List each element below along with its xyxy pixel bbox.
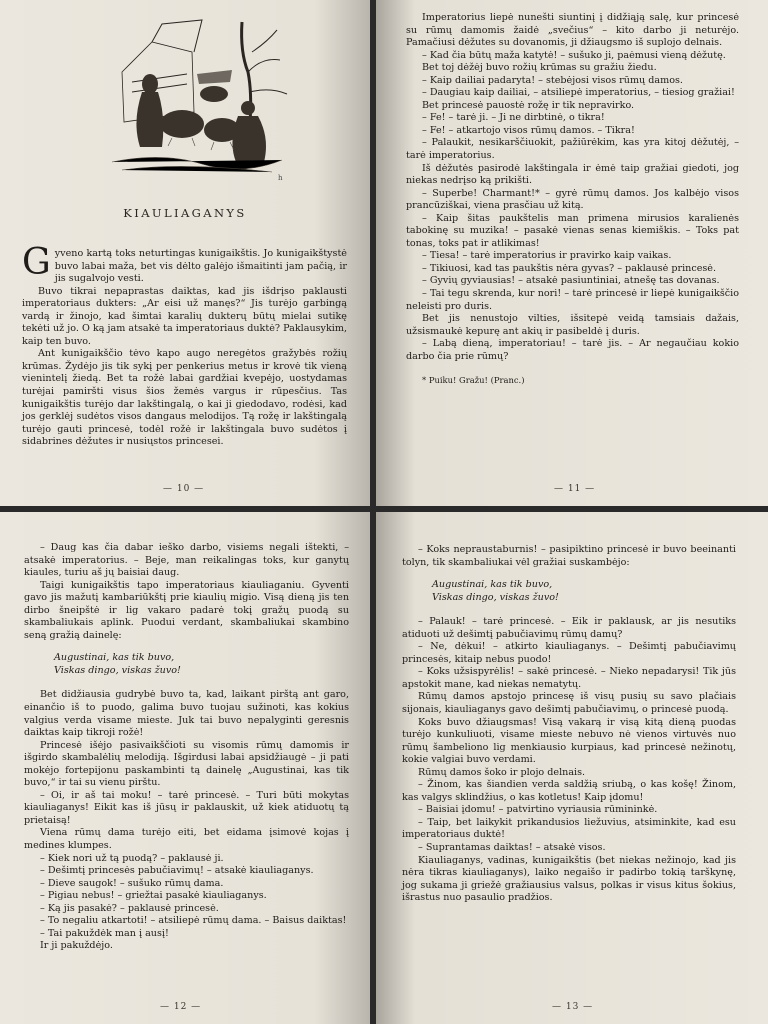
paragraph: Bet didžiausia gudrybė buvo ta, kad, laikant pirštą ant garo, einančio iš to puodo, galima buvo tuojau sužinoti, kas kokius valgius verda visame mieste. Juk tai buvo nepalyginti geresnis daiktas kaip tikroji rožė! (24, 689, 349, 739)
verse-line: Viskas dingo, viskas žuvo! (432, 591, 559, 603)
footnote: * Puiku! Gražu! (Pranc.) (422, 375, 525, 386)
page-number: — 13 — (552, 1002, 594, 1012)
page-11-text (406, 12, 739, 386)
paragraph: – Kad čia būtų maža katytė! – sušuko ji, paėmusi vieną dėžutę. (422, 49, 726, 61)
paragraph: – Kaip šitas paukštelis man primena mirusios karalienės tabokinę su muzika! – pasakė vienas senas kiemiškis. – Toks pat tonas, toks pat ir atlikimas! (406, 212, 739, 249)
paragraph: – Suprantamas daiktas! – atsakė visos. (418, 842, 606, 854)
page-10-text (22, 242, 347, 449)
paragraph: – To negaliu atkartoti! – atsiliepė rūmų dama. – Baisus daiktas! (40, 915, 347, 927)
paragraph: – Kaip dailiai padaryta! – stebėjosi visos rūmų damos. (422, 74, 683, 86)
paragraph: Rūmų damos šoko ir plojo delnais. (418, 766, 586, 778)
page-12 (0, 512, 370, 1024)
paragraph: – Tikiuosi, kad tas paukštis nėra gyvas? – paklausė princesė. (422, 262, 717, 274)
song-verse (24, 652, 349, 677)
paragraph: – Daug kas čia dabar ieško darbo, visiems negali ištekti, – atsakė imperatorius. – Beje, man reikalingas toks, kur ganytų kiaules, turiu aš jų baisiai daug. (24, 542, 349, 579)
paragraph: Kiauliaganys, vadinas, kunigaikštis (bet niekas nežinojo, kad jis nėra tikras kiauliaganys), laiko negaišo ir padirbo tokią tarškynę, jog sukama ji griežė gražiausius valsus, polkas ir visus kitus šokius, išrastus nuo pasaulio pradžios. (402, 854, 736, 904)
paragraph: – Palaukit, nesikarščiuokit, pažiūrėkim, kas yra kitoj dėžutėj, – tarė imperatorius. (406, 137, 739, 162)
page-13-text (402, 544, 736, 905)
paragraph: Ir ji pakuždėjo. (40, 940, 113, 952)
paragraph: Bet jis nenustojo vilties, išsitepė veidą tamsiais dažais, užsismaukė kepurę ant akių ir pasibeldė į duris. (406, 313, 739, 337)
paragraph: – Superbe! Charmant!* – gyrė rūmų damos. Jos kalbėjo visos prancūziškai, viena prasčiau už kitą. (406, 187, 739, 212)
page-number: — 10 — (163, 484, 205, 494)
paragraph: – Žinom, kas šiandien verda saldžią sriubą, o kas košę! Žinom, kas valgys sklindžius, o kas kotletus! Kaip įdomu! (402, 779, 736, 803)
paragraph: – Fe! – tarė ji. – Ji ne dirbtinė, o tikra! (422, 112, 605, 124)
paragraph: – Ką jis pasakė? – paklausė princesė. (40, 902, 219, 914)
paragraph: Taigi kunigaikštis tapo imperatoriaus kiauliaganiu. Gyventi gavo jis mažutį kambariūkštį prie kiaulių migio. Visą dieną jis ten dirbo šneipštė ir lig vakaro padarė tokį gražų puodą su skambaliukais aplink. Puodui verdant, skambaliukai skambino seną gražią dainelę: (24, 579, 349, 641)
paragraph: – Palauk! – tarė princesė. – Eik ir paklausk, ar jis nesutiks atiduoti už dešimtį pabučiavimų rūmų damų? (402, 616, 736, 640)
drop-cap: G (22, 242, 51, 283)
paragraph: – Pigiau nebus! – griežtai pasakė kiauliaganys. (40, 890, 267, 902)
verse-line: Augustinai, kas tik buvo, (54, 652, 175, 664)
paragraph: Viena rūmų dama turėjo eiti, bet eidama įsimovė kojas į medines klumpes. (24, 827, 349, 852)
paragraph: Imperatorius liepė nunešti siuntinį į didžiąją salę, kur princesė su rūmų damomis žaidė „svečius“ – kito darbo ji neturėjo. Pamačiusi dėžutes su dovanomis, ji džiaugsmo iš suplojo delnais. (406, 12, 739, 49)
paragraph: Buvo tikrai nepaprastas daiktas, kad jis išdrįso paklausti imperatoriaus dukters: „Ar eisi už manęs?“ Jis turėjo garbingą vardą ir žinojo, kad šimtai karalių dukterų būtų mielai sutikę tekėti už jo. O ką jam atsakė ta imperatoriaus duktė? Paklausykim, kaip ten buvo. (22, 285, 347, 347)
page-number: — 12 — (160, 1002, 202, 1012)
page-11 (376, 0, 768, 506)
paragraph: Bet princesė pauostė rožę ir tik nepravirko. (422, 99, 635, 111)
paragraph: Ant kunigaikščio tėvo kapo augo neregėtos gražybės rožių krūmas. Žydėjo jis tik sykį per penkerius metus ir krovė tik vieną vienintelį žiedą. Bet ta rožė labai gardžiai kvepėjo, uostydamas turėjai pamiršti visus šios žemės vargus ir rūpesčius. Tas kunigaikštis turėjo dar lakštingalą, o kai ji giedodavo, rodėsi, kad jos gerklėj sudėtos visos dangaus melodijos. Tą rožę ir lakštingalą turėjo gauti princesė, todėl rožė ir lakštingala buvo sudėtos į sidabrines dėžutes ir nusiųstos princesei. (22, 348, 347, 448)
paragraph: – Tai tegu skrenda, kur nori! – tarė princesė ir liepė kunigaikščio neleisti pro duris. (406, 288, 739, 312)
page-13 (376, 512, 768, 1024)
paragraph: – Taip, bet laikykit prikandusios liežuvius, atsiminkite, kad esu imperatoriaus duktė! (402, 816, 736, 841)
paragraph: Rūmų damos apstojo princesę iš visų pusių su savo plačiais sijonais, kiauliaganys gavo dešimtį pabučiavimų, o princesė puodą. (402, 691, 736, 716)
paragraph: – Oi, ir aš tai moku! – tarė princesė. – Turi būti mokytas kiauliaganys! Eikit kas iš jūsų ir paklauskit, už kiek atiduotų tą prietaisą! (24, 789, 349, 826)
paragraph: Princesė išėjo pasivaikščioti su visomis rūmų damomis ir išgirdo skambalėlių melodiją. Išgirdusi labai apsidžiaugė – ji pati mokėjo fortepijonu paskambinti tą dainelę „Augustinai, kas tik buvo,“ ir tai su vienu pirštu. (24, 739, 349, 789)
paragraph: – Koks nepraustaburnis! – pasipiktino princesė ir buvo beeinanti tolyn, tik skambaliukai vėl gražiai suskambėjo: (402, 544, 736, 568)
paragraph: yveno kartą toks neturtingas kunigaikštis. Jo kunigaikštystė buvo labai maža, bet vis dėlto galėjo išmaitinti jam pačią, ir jis sugalvojo vesti. (54, 248, 347, 285)
page-10 (0, 0, 370, 506)
story-illustration (102, 12, 292, 182)
paragraph: – Dieve saugok! – sušuko rūmų dama. (40, 877, 224, 889)
paragraph: – Ne, dėkui! – atkirto kiauliaganys. – Dešimtį pabučiavimų princesės, kitaip nebus puodo! (402, 641, 736, 665)
paragraph: – Dešimtį princesės pabučiavimų! – atsakė kiauliaganys. (40, 865, 314, 877)
song-verse (402, 579, 736, 604)
paragraph: Koks buvo džiaugsmas! Visą vakarą ir visą kitą dieną puodas turėjo kunkuliuoti, visame mieste nebuvo nė vienos virtuvės nuo rūmų šambeliono lig menkiausio kurpiaus, kad princesė nežinotų, kokie valgiai buvo verdami. (402, 716, 736, 766)
verse-line: Augustinai, kas tik buvo, (432, 579, 553, 591)
paragraph: – Gyvių gyviausias! – atsakė pasiuntiniai, atnešę tas dovanas. (422, 275, 720, 287)
paragraph: – Daugiau kaip dailiai, – atsiliepė imperatorius, – tiesiog gražiai! (422, 87, 735, 99)
page-number: — 11 — (554, 484, 596, 494)
paragraph: Bet toj dėžėj buvo rožių krūmas su gražiu žiedu. (422, 62, 657, 74)
paragraph: – Tiesa! – tarė imperatorius ir pravirko kaip vaikas. (422, 250, 672, 262)
svg-text:h: h (278, 174, 283, 182)
page-12-text (24, 542, 349, 953)
paragraph: – Labą dieną, imperatoriau! – tarė jis. – Ar negaučiau kokio darbo čia prie rūmų? (406, 338, 739, 362)
story-title: KIAULIAGANYS (123, 206, 247, 220)
paragraph: – Baisiai įdomu! – patvirtino vyriausia rūmininkė. (418, 804, 658, 816)
paragraph: Iš dėžutės pasirodė lakštingala ir ėmė taip gražiai giedoti, jog niekas nedrįso ką prikišti. (406, 162, 739, 187)
paragraph: – Kiek nori už tą puodą? – paklausė ji. (40, 852, 224, 864)
verse-line: Viskas dingo, viskas žuvo! (54, 664, 181, 676)
paragraph: – Tai pakuždėk man į ausį! (40, 927, 169, 939)
paragraph: – Koks užsispyrėlis! – sakė princesė. – Nieko nepadarysi! Tik jūs apstokit mane, kad niekas nematytų. (402, 666, 736, 690)
paragraph: – Fe! – atkartojo visos rūmų damos. – Tikra! (422, 124, 635, 136)
